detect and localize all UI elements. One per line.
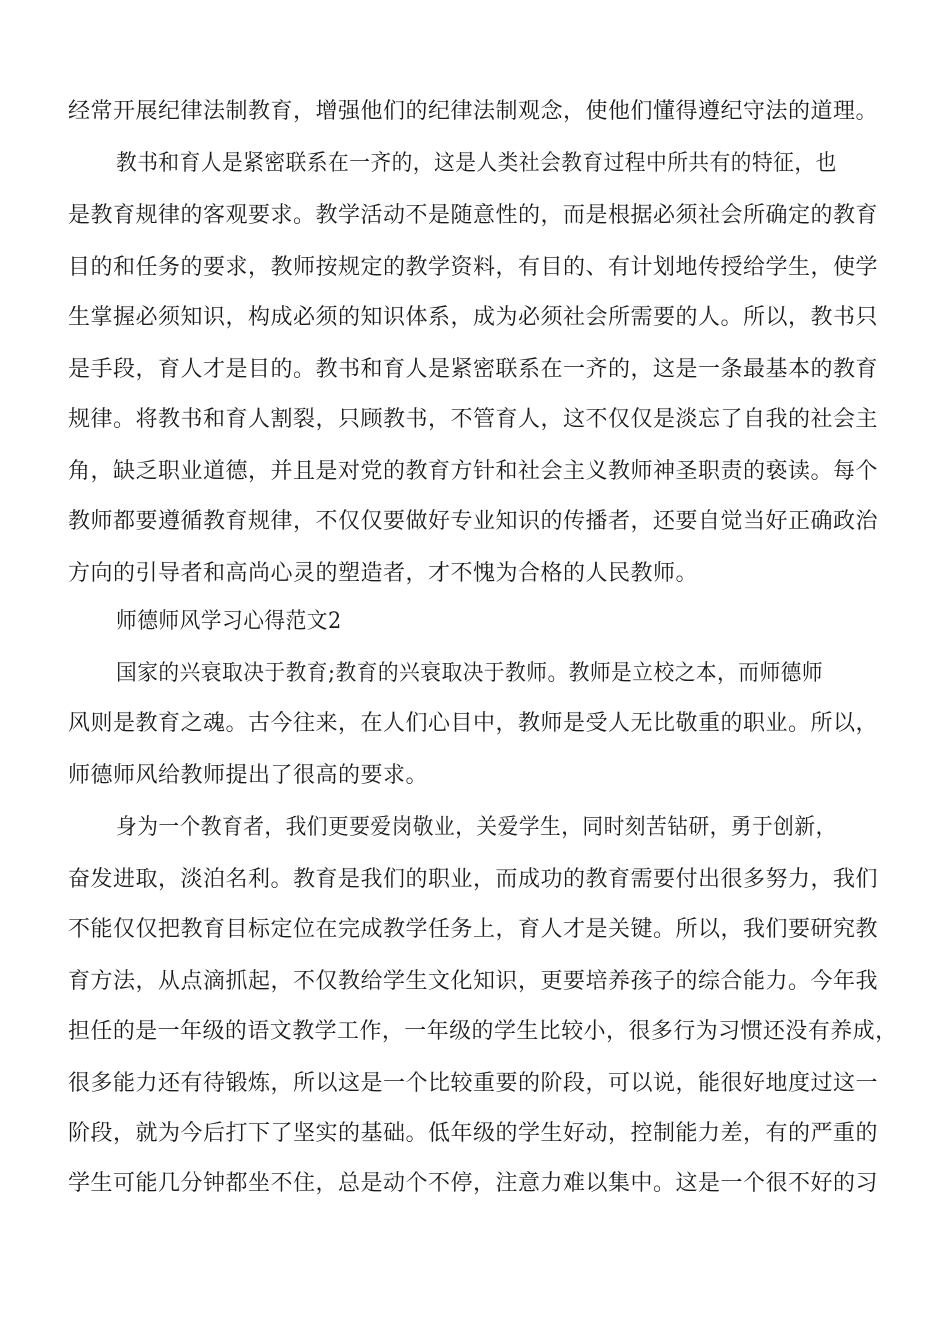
text-line: 风则是教育之魂。古今往来，在人们心目中，教师是受人无比敬重的职业。所以， [68,711,879,736]
text-line: 角，缺乏职业道德，并且是对党的教育方针和社会主义教师神圣职责的亵读。每个 [68,459,879,484]
text-line: 很多能力还有待锻炼，所以这是一个比较重要的阶段，可以说，能很好地度过这一 [68,1071,879,1096]
text-line: 方向的引导者和高尚心灵的塑造者，才不愧为合格的人民教师。 [68,561,699,586]
text-line: 奋发进取，淡泊名利。教育是我们的职业，而成功的教育需要付出很多努力，我们 [68,867,879,892]
text-line: 目的和任务的要求，教师按规定的教学资料，有目的、有计划地传授给学生，使学 [68,255,879,280]
paragraph-start-line: 教书和育人是紧密联系在一齐的，这是人类社会教育过程中所共有的特征，也 [116,151,837,176]
paragraph-start-line: 国家的兴衰取决于教育;教育的兴衰取决于教师。教师是立校之本，而师德师 [116,661,824,686]
paragraph-start-line: 身为一个教育者，我们更要爱岗敬业，关爱学生，同时刻苦钻研，勇于创新， [116,815,837,840]
text-line: 学生可能几分钟都坐不住，总是动个不停，注意力难以集中。这是一个很不好的习 [68,1171,879,1196]
section-heading: 师德师风学习心得范文2 [116,609,342,634]
text-line: 经常开展纪律法制教育，增强他们的纪律法制观念，使他们懂得遵纪守法的道理。 [68,99,879,124]
text-line: 规律。将教书和育人割裂，只顾教书，不管育人，这不仅仅是淡忘了自我的社会主 [68,407,879,432]
text-line: 师德师风给教师提出了很高的要求。 [68,763,429,788]
text-line: 不能仅仅把教育目标定位在完成教学任务上，育人才是关键。所以，我们要研究教 [68,917,879,942]
text-line: 是教育规律的客观要求。教学活动不是随意性的，而是根据必须社会所确定的教育 [68,203,879,228]
text-line: 担任的是一年级的语文教学工作，一年级的学生比较小，很多行为习惯还没有养成， [68,1019,898,1044]
text-line: 阶段，就为今后打下了坚实的基础。低年级的学生好动，控制能力差，有的严重的 [68,1121,879,1146]
text-line: 生掌握必须知识，构成必须的知识体系，成为必须社会所需要的人。所以，教书只 [68,305,879,330]
text-line: 教师都要遵循教育规律，不仅仅要做好专业知识的传播者，还要自觉当好正确政治 [68,509,879,534]
text-line: 是手段，育人才是目的。教书和育人是紧密联系在一齐的，这是一条最基本的教育 [68,357,879,382]
text-line: 育方法，从点滴抓起，不仅教给学生文化知识，更要培养孩子的综合能力。今年我 [68,969,879,994]
